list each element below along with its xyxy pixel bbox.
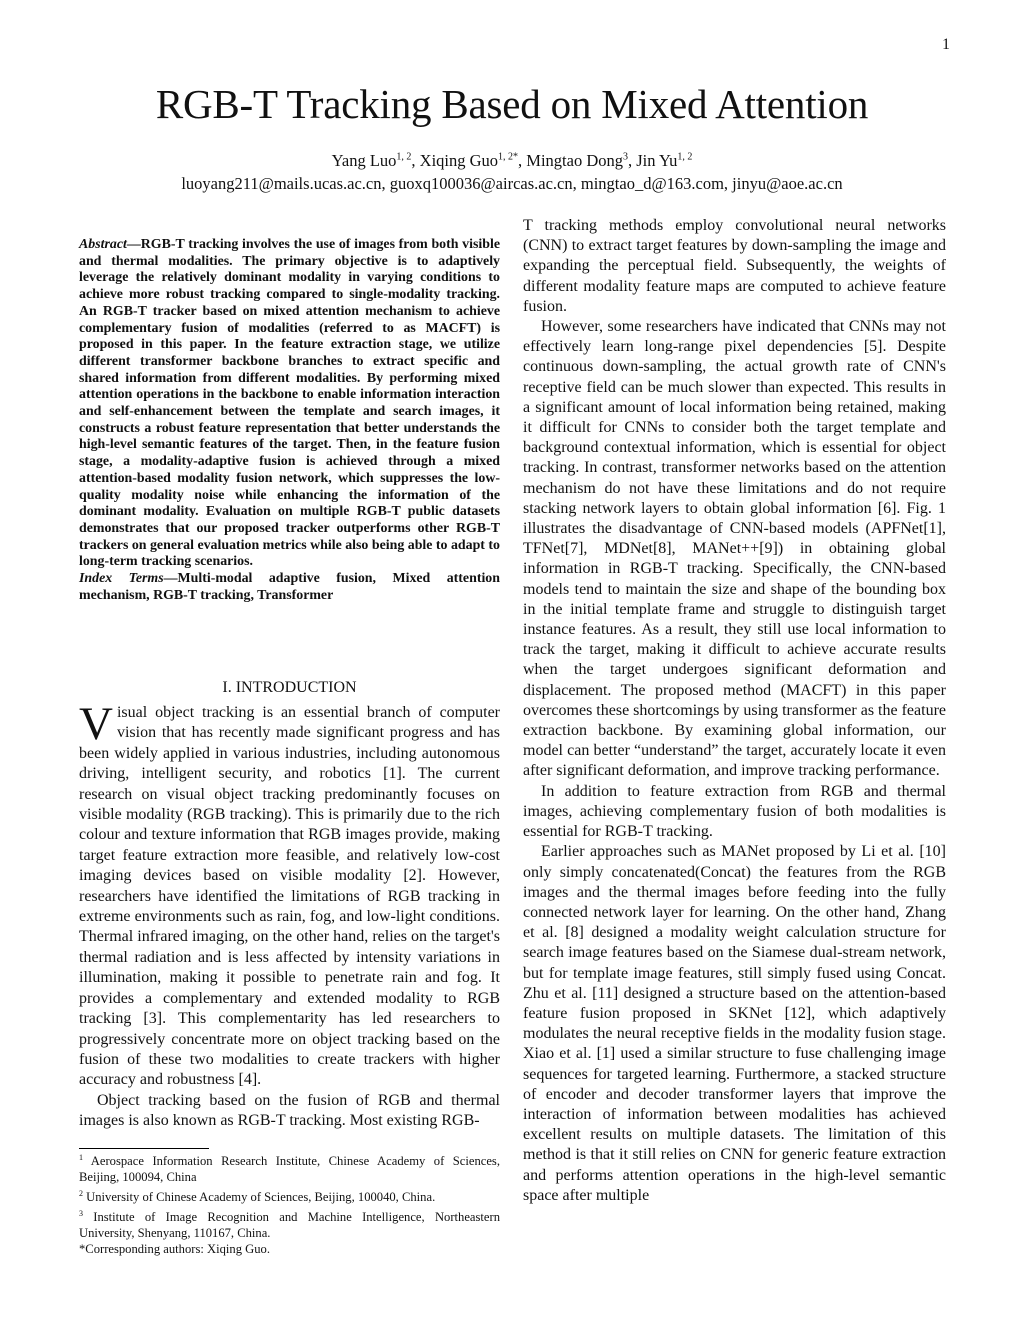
footnotes — [79, 1150, 500, 1257]
drop-cap: V — [79, 698, 113, 750]
footnote-marker: 1 — [79, 1153, 83, 1162]
footnote-text: University of Chinese Academy of Sciences, Beijing, 100040, China. — [83, 1189, 436, 1204]
body-paragraph: T tracking methods employ convolutional neural networks (CNN) to extract target features by down-sampling the image and expanding the perceptual field. Subsequently, the weights of different modality feature maps are computed to achieve feature fusion. — [523, 217, 946, 315]
intro-paragraph: Object tracking based on the fusion of RGB and thermal images is also known as RGB-T tracking. Most existing RGB- — [79, 1091, 500, 1130]
body-paragraph: Earlier approaches such as MANet proposed by Li et al. [10] only simply concatenated(Concat) the features from the RGB images and the thermal images before feeding into the fully connected network layer for learning. On the other hand, Zhang et al. [8] designed a modality weight calculation structure for search image features based on the Siamese dual-stream network, but for template image features, still simply fused using Concat. Zhu et al. [11] designed a structure based on the attention-based feature fusion proposed in SKNet [12], which adaptively modulates the neural receptive fields in the modality fusion stage. Xiao et al. [1] used a similar structure to fuse challenging image sequences for targeted learning. Furthermore, a stacked structure of encoder and decoder transformer layers that improve the interaction of information between modalities has achieved excellent results on multiple datasets. The limitation of this method is that it still relies on CNN for generic feature extraction and performs attention operations in the high-level semantic space after multiple — [523, 843, 946, 1204]
body-paragraph: In addition to feature extraction from RGB and thermal images, achieving complementary fusion of both modalities is essential for RGB-T tracking. — [523, 782, 946, 841]
author-name: Yang Luo — [331, 151, 397, 170]
footnote-divider — [79, 1148, 209, 1149]
author-name: Jin Yu — [636, 151, 678, 170]
right-column — [523, 216, 946, 1206]
footnote-text: *Corresponding authors: Xiqing Guo. — [79, 1241, 270, 1256]
body-paragraph: However, some researchers have indicated that CNNs may not effectively learn long-range pixel dependencies [5]. Despite continuous down-sampling, the actual growth rate of CNN's receptive field can be much slower than expected. This results in a significant amount of local information being retained, making it difficult for CNNs to consider both the target template and background contextual information, which is essential for object tracking. In contrast, transformer networks based on the attention mechanism do not have these limitations and do not require stacking network layers to obtain global information [6]. Fig. 1 illustrates the disadvantage of CNN-based models (APFNet[1], TFNet[7], MDNet[8], MANet++[9]) in obtaining global information in RGB-T tracking. Specifically, the CNN-based models tend to maintain the size and shape of the bounding box in the initial template frame and struggle to distinguish target instance features. As a result, they still use local information to track the target, making it difficult to achieve accurate results when the target undergoes significant deformation and displacement. The proposed method (MACFT) in this paper overcomes these shortcomings by using transformer as the feature extraction backbone. By examining global information, our model can better “understand” the target, accurately locate it even after significant deformation, and improve tracking performance. — [523, 318, 946, 780]
author-affiliation: 1, 2* — [498, 151, 519, 163]
index-terms-text: —Multi-modal adaptive fusion, Mixed attention mechanism, RGB-T tracking, Transformer — [79, 571, 500, 603]
footnote-marker: 2 — [79, 1188, 83, 1198]
author-emails: luoyang211@mails.ucas.ac.cn, guoxq100036@aircas.ac.cn, mingtao_d@163.com, jinyu@aoe.ac.cn — [181, 174, 843, 193]
author-name: Xiqing Guo — [419, 151, 499, 170]
footnote — [79, 1242, 500, 1258]
abstract-label: Abstract — [79, 237, 127, 252]
footnote-text: Aerospace Information Research Institute, Chinese Academy of Sciences, Beijing, 100094, China — [79, 1154, 500, 1184]
footnote — [79, 1186, 500, 1206]
abstract-text: —RGB-T tracking involves the use of images from both visible and thermal modalities. The primary objective is to adaptively leverage the relatively dominant modality in varying conditions to achieve more robust tracking compared to single-modality tracking. An RGB-T tracker based on mixed attention mechanism to achieve complementary fusion of modalities (referred to as MACFT) is proposed in this paper. In the feature extraction stage, we utilize different transformer backbone branches to extract specific and shared information from different modalities. By performing mixed attention operations in the backbone to enable information interaction and self-enhancement between the template and search images, it constructs a robust feature representation that better understands the high-level semantic features of the target. Then, in the feature fusion stage, a modality-adaptive fusion is achieved through a mixed attention-based modality fusion network, which suppresses the low-quality modality noise while enhancing the information of the dominant modality. Evaluation on multiple RGB-T public datasets demonstrates that our proposed tracker outperforms other RGB-T trackers on general evaluation metrics while also being able to adapt to long-term tracking scenarios. — [79, 237, 500, 570]
index-terms — [79, 571, 500, 604]
paper-title: RGB-T Tracking Based on Mixed Attention — [155, 81, 869, 127]
author-name: Mingtao Dong — [526, 151, 624, 170]
author-affiliation: 1, 2 — [677, 151, 693, 163]
intro-paragraph — [79, 698, 500, 1091]
author-affiliation: 1, 2 — [396, 151, 412, 163]
section-heading: I. INTRODUCTION — [222, 679, 357, 696]
intro-text: isual object tracking is an essential branch of computer vision that has recently made significant progress and has been widely applied in various industries, including autonomous driving, intelligent security, and robotics [1]. The current research on visual object tracking predominantly focuses on visible modality (RGB tracking). This is primarily due to the rich colour and texture information that RGB images provide, making target feature extraction more feasible, and relatively low-cost imaging devices based on visible modality [2]. However, researchers have identified the limitations of RGB tracking in extreme environments such as rain, fog, and low-light conditions. Thermal infrared imaging, on the other hand, relies on the target's thermal radiation and is less affected by intensity variations in illumination, making it possible to penetrate rain and fog. It provides a complementary and extended modality to RGB tracking [3]. This complementarity has led researchers to progressively concentrate more on object tracking based on the fusion of these two modalities to create trackers with higher accuracy and robustness [4]. — [79, 704, 500, 1089]
footnote-marker: 3 — [79, 1208, 83, 1218]
footnote-text: Institute of Image Recognition and Machine Intelligence, Northeastern University, Shenyang, 110167, China. — [79, 1209, 500, 1240]
abstract-paragraph — [79, 237, 500, 571]
footnote — [79, 1150, 500, 1186]
author-list: Yang Luo$^{1, 2}$, Xiqing Guo$^{1, 2*}$, Mingtao Dong$^3$, Jin Yu$^{1, 2}$ — [331, 151, 693, 170]
footnote — [79, 1206, 500, 1242]
introduction-body — [79, 698, 500, 1132]
author-affiliation: 3 — [623, 151, 629, 163]
page-number: 1 — [942, 36, 950, 53]
index-terms-label: Index Terms — [79, 571, 164, 587]
abstract — [79, 237, 500, 604]
